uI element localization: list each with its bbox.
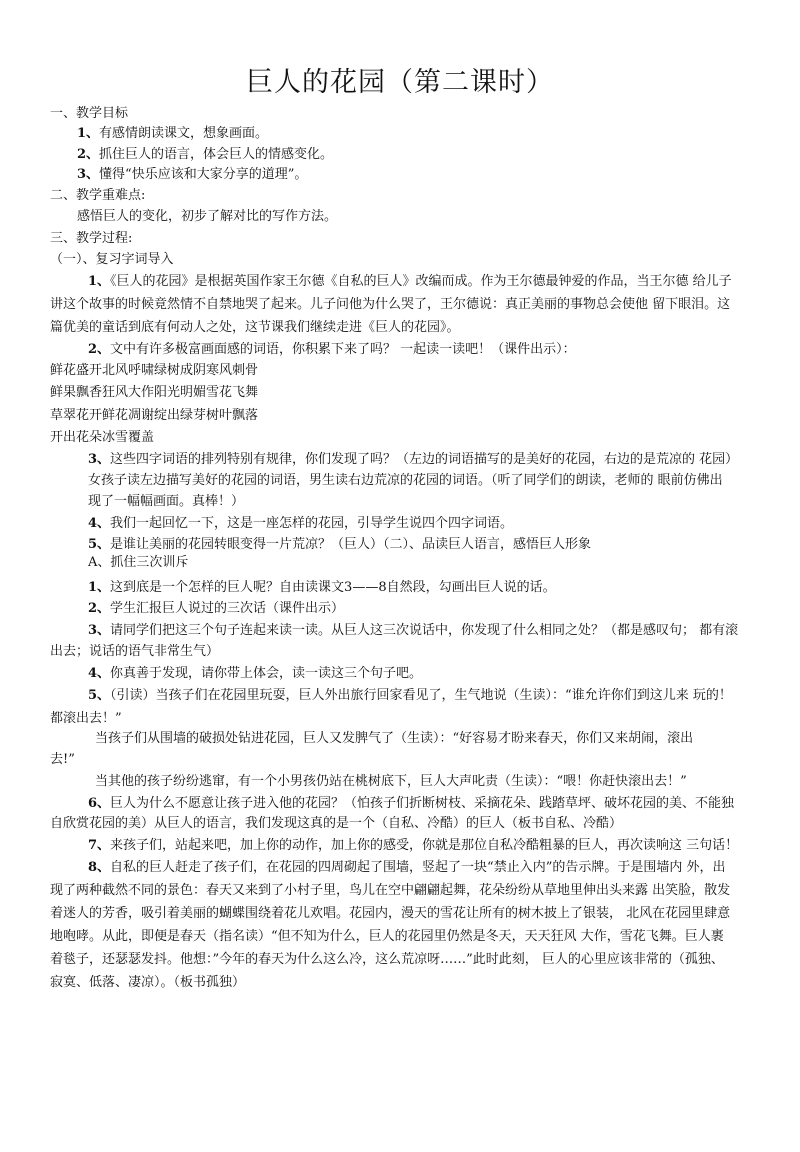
paragraph-4-number: 4、 xyxy=(88,516,111,531)
subsection-a-heading: A、抓住三次训斥 xyxy=(88,555,189,570)
paragraph-5 xyxy=(88,537,591,553)
question-8-line-2: 现了两种截然不同的景色：春天又来到了小村子里，鸟儿在空中翩翩起舞，花朵纷纷从草地里伸出头来露 出笑脸，散发 xyxy=(50,883,731,898)
word-list-row-4: 开出花朵冰雪覆盖 xyxy=(50,430,155,445)
paragraph-3-line-3: 现了一幅幅画面。真棒！） xyxy=(88,494,245,509)
question-6-number: 6、 xyxy=(88,796,111,811)
question-8-number: 8、 xyxy=(88,860,111,875)
paragraph-2-text: 文中有许多极富画面感的词语，你积累下来了吗？ 一起读一读吧！（课件出示）： xyxy=(110,342,576,357)
question-7-text: 来孩子们，站起来吧，加上你的动作，加上你的感受，你就是那位自私冷酷粗暴的巨人，再次读响这 三句话！ xyxy=(110,838,739,853)
question-8-line-1 xyxy=(88,860,725,876)
goal-1-text: 有感情朗读课文，想象画面。 xyxy=(99,126,269,141)
goal-1-number: 1、 xyxy=(77,126,100,141)
question-6-line-1 xyxy=(88,796,734,812)
question-7 xyxy=(88,838,738,854)
part-1-heading: （一）、复习字词导入 xyxy=(50,252,174,267)
question-3-line-2: 出去；说话的语气非常生气） xyxy=(50,644,220,659)
goal-3-number: 3、 xyxy=(77,167,100,182)
quote-2-line-2: 去!” xyxy=(50,752,75,767)
question-5-text-1: （引读）当孩子们在花园里玩耍，巨人外出旅行回家看见了，生气地说（生读）：“谁允许你们到这儿来 玩的！ xyxy=(110,688,732,703)
section-heading-goals: 一、教学目标 xyxy=(50,106,129,121)
question-5-line-1 xyxy=(88,688,732,704)
paragraph-3-number: 3、 xyxy=(88,452,111,467)
difficulty-text: 感悟巨人的变化，初步了解对比的写作方法。 xyxy=(77,209,338,224)
goal-item-3 xyxy=(77,167,307,183)
paragraph-1-line-1 xyxy=(88,274,732,290)
paragraph-1-line-2: 讲这个故事的时候竟然情不自禁地哭了起来。儿子问他为什么哭了，王尔德说：真正美丽的事物总会使他 留下眼泪。这 xyxy=(50,297,731,312)
question-8-line-5: 着毯子，还瑟瑟发抖。他想：”今年的春天为什么这么冷，这么荒凉呀……”此时此刻， 巨人的心里应该非常的（孤独、 xyxy=(50,952,724,967)
question-3-number: 3、 xyxy=(88,623,111,638)
paragraph-5-number: 5、 xyxy=(88,537,111,552)
paragraph-1-number: 1、 xyxy=(88,274,111,289)
quote-2-line-1: 当孩子们从围墙的破损处钻进花园，巨人又发脾气了（生读）：“好容易才盼来春天，你们又来胡闹，滚出 xyxy=(95,731,694,746)
question-4-number: 4、 xyxy=(88,666,111,681)
question-1-text: 这到底是一个怎样的巨人呢？自由读课文3——8自然段，勾画出巨人说的话。 xyxy=(110,580,556,595)
question-2-text: 学生汇报巨人说过的三次话（课件出示） xyxy=(110,601,345,616)
question-7-number: 7、 xyxy=(88,838,111,853)
paragraph-3-line-2: 女孩子读左边描写美好的花园的词语，男生读右边荒凉的花园的词语。（听了同学们的朗读，老师的 眼前仿佛出 xyxy=(88,473,723,488)
paragraph-4 xyxy=(88,516,513,532)
question-8-line-6: 寂寞、低落、凄凉）。（板书孤独） xyxy=(50,975,246,990)
question-8-line-4: 地咆哮。从此，即便是春天（指名读）“但不知为什么，巨人的花园里仍然是冬天，天天狂风 大作，雪花飞舞。巨人裹 xyxy=(50,929,724,944)
question-2-number: 2、 xyxy=(88,601,111,616)
goal-item-2 xyxy=(77,147,333,163)
goal-3-text: 懂得“快乐应该和大家分享的道理”。 xyxy=(99,167,308,182)
section-heading-process: 三、教学过程: xyxy=(50,231,133,246)
goal-item-1 xyxy=(77,126,268,142)
goal-2-text: 抓住巨人的语言，体会巨人的情感变化。 xyxy=(99,147,334,162)
paragraph-3-line-1 xyxy=(88,452,738,468)
goal-2-number: 2、 xyxy=(77,147,100,162)
paragraph-1-line-3: 篇优美的童话到底有何动人之处，这节课我们继续走进《巨人的花园》。 xyxy=(50,320,460,335)
question-5-line-2: 都滚出去！” xyxy=(50,711,122,726)
paragraph-1-text-1: 《巨人的花园》是根据英国作家王尔德《自私的巨人》改编而成。作为王尔德最钟爱的作品，当王尔德 给儿子 xyxy=(110,274,732,289)
question-8-text-1: 自私的巨人赶走了孩子们，在花园的四周砌起了围墙，竖起了一块“禁止入内”的告示牌。于是围墙内 外，出 xyxy=(110,860,726,875)
question-4 xyxy=(88,666,422,682)
paragraph-2 xyxy=(88,342,576,358)
question-2 xyxy=(88,601,344,617)
question-1-number: 1、 xyxy=(88,580,111,595)
question-6-line-2: 自欣赏花园的美）从巨人的语言，我们发现这真的是一个（自私、冷酷）的巨人（板书自私、冷酷） xyxy=(50,816,623,831)
question-4-text: 你真善于发现，请你带上体会，读一读这三个句子吧。 xyxy=(110,666,423,681)
section-heading-difficulty: 二、教学重难点: xyxy=(50,188,146,203)
word-list-row-2: 鲜果飘香狂风大作阳光明媚雪花飞舞 xyxy=(50,385,259,400)
paragraph-2-number: 2、 xyxy=(88,342,111,357)
word-list-row-1: 鲜花盛开北风呼啸绿树成阴寒风刺骨 xyxy=(50,363,259,378)
quote-3: 当其他的孩子纷纷逃窜，有一个小男孩仍站在桃树底下，巨人大声叱责（生读）：“喂！你赶快滚出去！” xyxy=(95,774,687,789)
question-5-number: 5、 xyxy=(88,688,111,703)
question-1 xyxy=(88,580,556,596)
paragraph-3-text-1: 这些四字词语的排列特别有规律，你们发现了吗？（左边的词语描写的是美好的花园，右边的是荒凉的 花园） xyxy=(110,452,739,467)
question-3-text-1: 请同学们把这三个句子连起来读一读。从巨人这三次说话中，你发现了什么相同之处？（都是感叹句； 都有滚 xyxy=(110,623,739,638)
word-list-row-3: 草翠花开鲜花凋谢绽出绿芽树叶飘落 xyxy=(50,408,259,423)
paragraph-4-text: 我们一起回忆一下，这是一座怎样的花园，引导学生说四个四字词语。 xyxy=(110,516,514,531)
page-title: 巨人的花园（第二课时） xyxy=(246,67,554,98)
paragraph-5-text: 是谁让美丽的花园转眼变得一片荒凉？（巨人）（二）、品读巨人语言，感悟巨人形象 xyxy=(110,537,592,552)
question-8-line-3: 着迷人的芳香，吸引着美丽的蝴蝶围绕着花儿欢唱。花园内，漫天的雪花让所有的树木披上了银装， 北风在花园里肆意 xyxy=(50,906,731,921)
question-3-line-1 xyxy=(88,623,738,639)
question-6-text-1: 巨人为什么不愿意让孩子进入他的花园？（怕孩子们折断树枝、采摘花朵、践踏草坪、破坏花园的美、不能独 xyxy=(110,796,735,811)
